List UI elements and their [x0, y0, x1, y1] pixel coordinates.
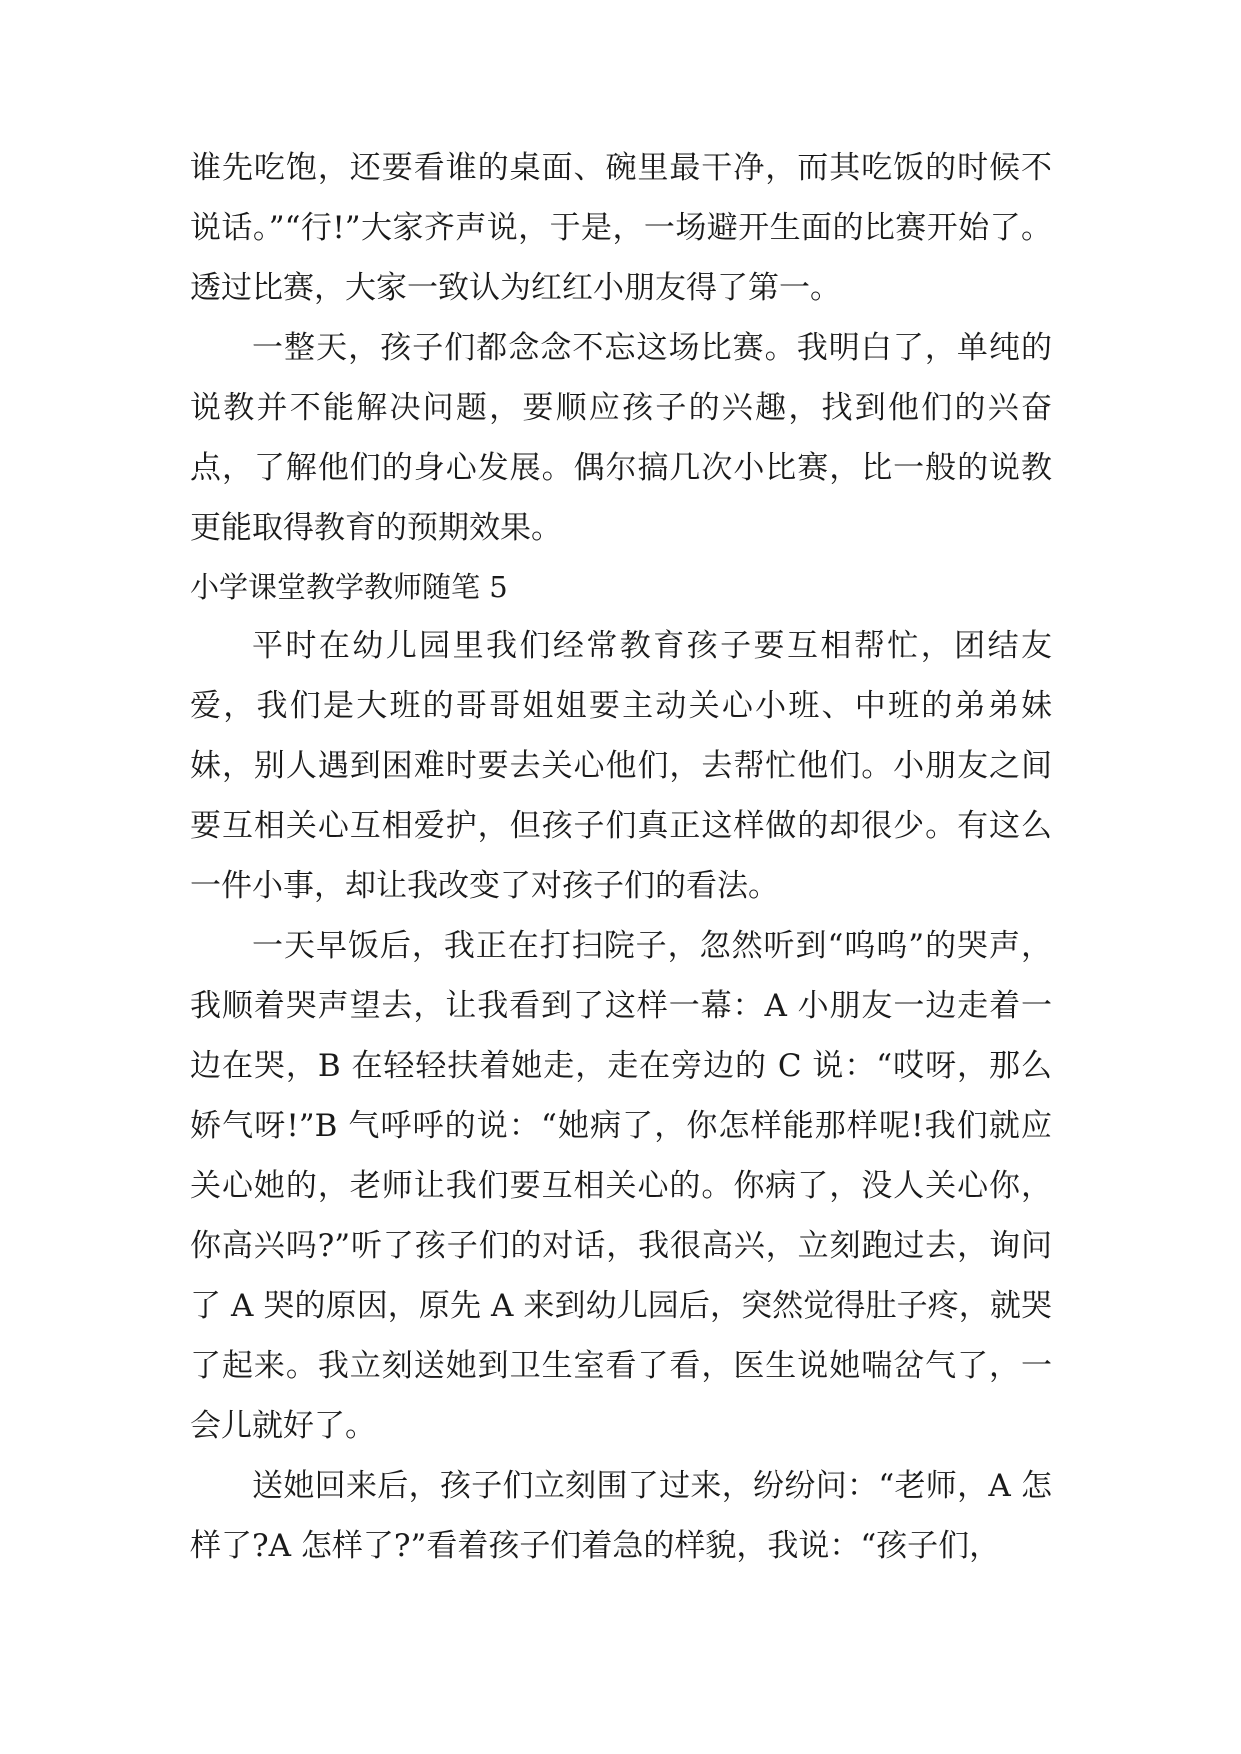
paragraph-intro: 平时在幼儿园里我们经常教育孩子要互相帮忙，团结友爱，我们是大班的哥哥姐姐要主动关心小班、中班的弟弟妹妹，别人遇到困难时要去关心他们，去帮忙他们。小朋友之间要互相关心互相爱护，但孩子们真正这样做的却很少。有这么一件小事，却让我改变了对孩子们的看法。 — [190, 628, 1052, 904]
document-page — [190, 138, 1052, 1576]
paragraph-reflection: 一整天，孩子们都念念不忘这场比赛。我明白了，单纯的说教并不能解决问题，要顺应孩子的兴趣，找到他们的兴奋点，了解他们的身心发展。偶尔搞几次小比赛，比一般的说教更能取得教育的预期效果。 — [190, 330, 1052, 546]
paragraph-story: 一天早饭后，我正在打扫院子，忽然听到“呜呜”的哭声，我顺着哭声望去，让我看到了这样一幕：A 小朋友一边走着一边在哭，B 在轻轻扶着她走，走在旁边的 C 说：“哎呀，那么娇气呀!”B 气呼呼的说：“她病了，你怎样能那样呢!我们就应关心她的，老师让我们要互相关心的。你病了，没人关心你，你高兴吗?”听了孩子们的对话，我很高兴，立刻跑过去，询问了 A 哭的原因，原先 A 来到幼儿园后，突然觉得肚子疼，就哭了起来。我立刻送她到卫生室看了看，医生说她喘岔气了，一会儿就好了。 — [190, 928, 1052, 1444]
paragraph-ending: 送她回来后，孩子们立刻围了过来，纷纷问：“老师，A 怎样了?A 怎样了?”看着孩子们着急的样貌，我说：“孩子们， — [190, 1468, 1052, 1564]
paragraph-continued: 谁先吃饱，还要看谁的桌面、碗里最干净，而其吃饭的时候不说话。”“行!”大家齐声说，于是，一场避开生面的比赛开始了。透过比赛，大家一致认为红红小朋友得了第一。 — [190, 150, 1052, 306]
section-heading: 小学课堂教学教师随笔 5 — [190, 570, 508, 604]
